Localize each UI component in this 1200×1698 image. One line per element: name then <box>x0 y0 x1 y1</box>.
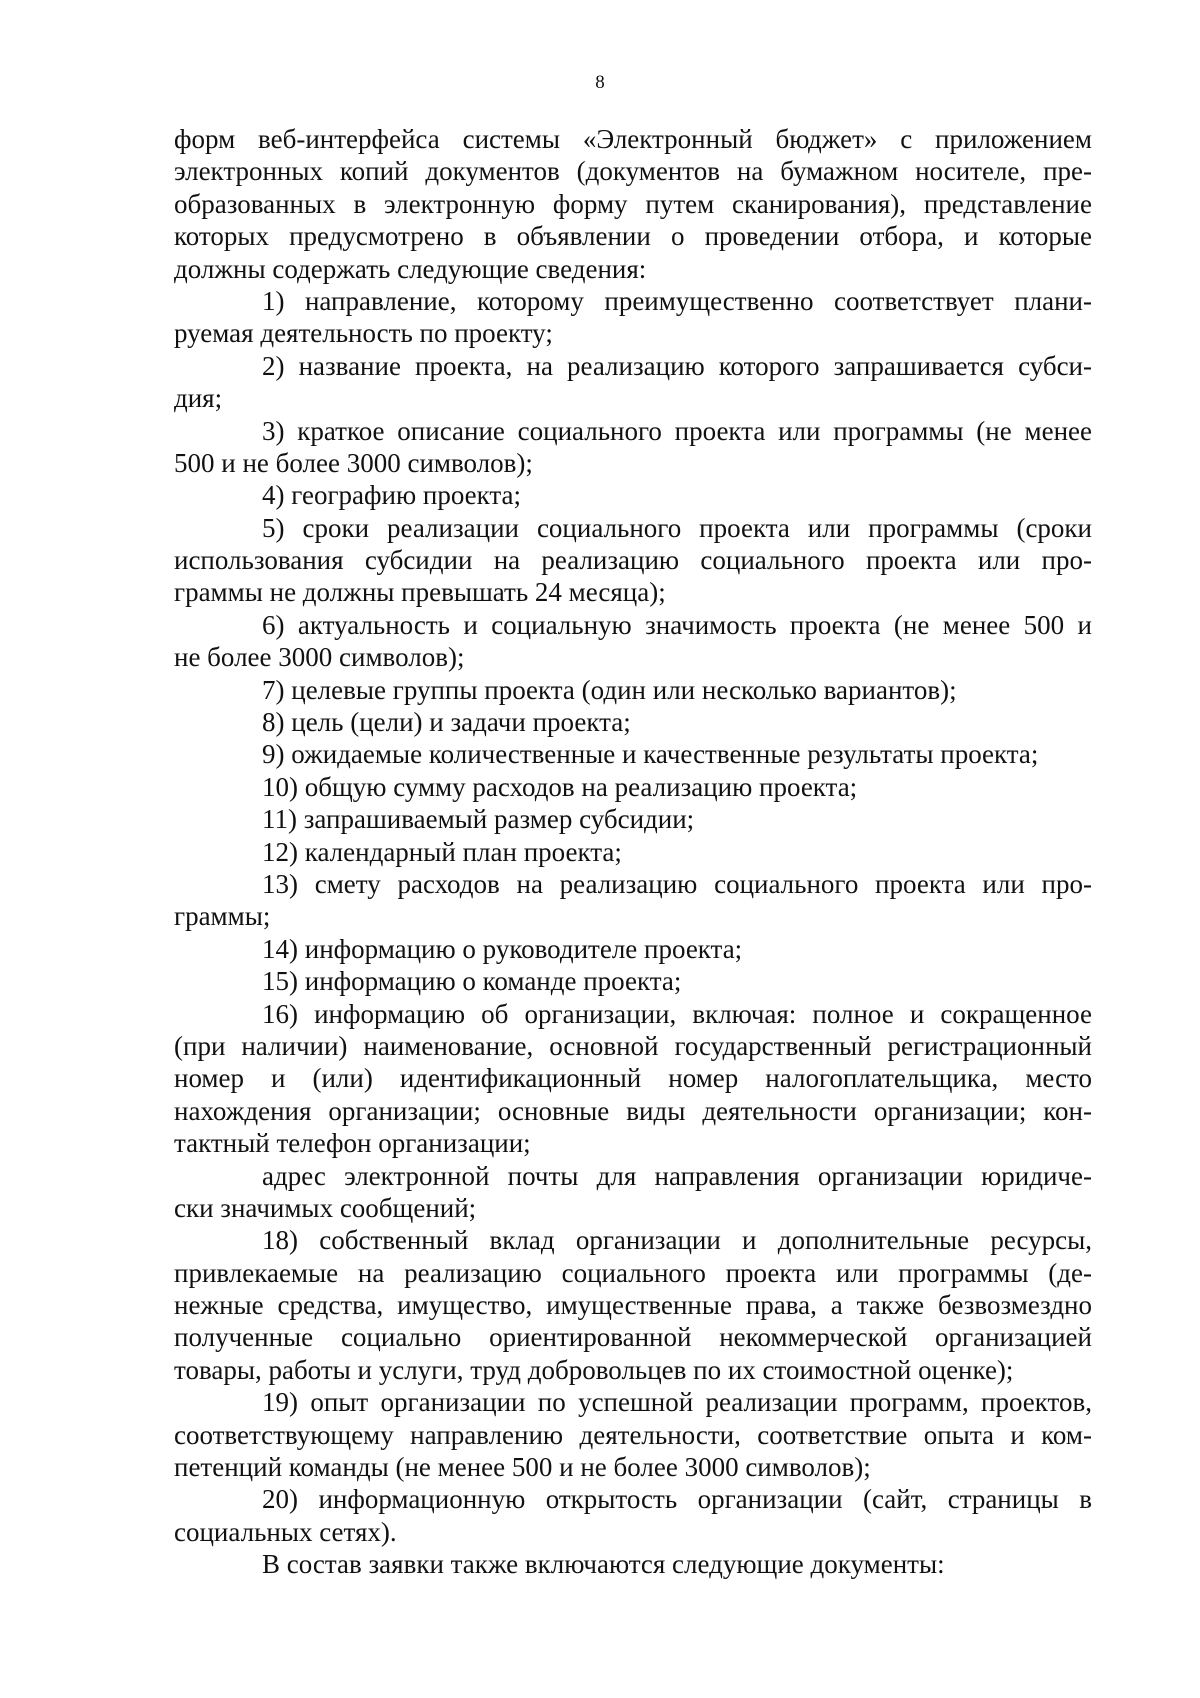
text-line: В состав заявки также включаются следующие документы: <box>262 1549 945 1580</box>
text-line: нежные средства, имущество, имущественные права, а также безвозмездно <box>174 1290 1092 1321</box>
text-line: руемая деятельность по проекту; <box>174 318 553 349</box>
text-line: 13) смету расходов на реализацию социального проекта или про- <box>262 868 1092 899</box>
page-number: 8 <box>595 72 605 93</box>
text-line: 4) географию проекта; <box>262 480 522 511</box>
text-line: номер и (или) идентификационный номер налогоплательщика, место <box>174 1063 1092 1094</box>
text-line: социальных сетях). <box>174 1516 397 1547</box>
text-line: 11) запрашиваемый размер субсидии; <box>262 804 695 835</box>
text-line: которых предусмотрено в объявлении о проведении отбора, и которые <box>174 221 1092 252</box>
text-line: электронных копий документов (документов на бумажном носителе, пре- <box>174 156 1092 187</box>
document-body <box>174 123 1092 1581</box>
text-line: 3) краткое описание социального проекта или программы (не менее <box>262 415 1092 446</box>
text-line: товары, работы и услуги, труд добровольцев по их стоимостной оценке); <box>174 1354 1014 1385</box>
text-line: 16) информацию об организации, включая: полное и сокращенное <box>262 998 1092 1029</box>
text-line: адрес электронной почты для направления организации юридиче- <box>262 1160 1092 1191</box>
text-line: 9) ожидаемые количественные и качественные результаты проекта; <box>262 739 1039 770</box>
text-line: форм веб-интерфейса системы «Электронный бюджет» с приложением <box>174 124 1092 154</box>
text-line: 19) опыт организации по успешной реализации программ, проектов, <box>262 1387 1092 1418</box>
text-line: дия; <box>174 383 223 414</box>
text-line: 8) цель (цели) и задачи проекта; <box>262 707 631 738</box>
text-line: 15) информацию о команде проекта; <box>262 966 682 997</box>
text-line: тактный телефон организации; <box>174 1128 531 1159</box>
text-line: привлекаемые на реализацию социального проекта или программы (де- <box>174 1257 1092 1288</box>
text-line: петенций команды (не менее 500 и не более 3000 символов); <box>174 1452 871 1483</box>
text-line: 7) целевые группы проекта (один или несколько вариантов); <box>262 674 957 705</box>
text-line: 6) актуальность и социальную значимость проекта (не менее 500 и <box>262 609 1092 640</box>
text-line: не более 3000 символов); <box>174 642 465 673</box>
text-line: 10) общую сумму расходов на реализацию проекта; <box>262 771 858 802</box>
text-line: граммы не должны превышать 24 месяца); <box>174 577 666 608</box>
text-line: полученные социально ориентированной некоммерческой организацией <box>174 1322 1092 1353</box>
text-line: 12) календарный план проекта; <box>262 836 622 867</box>
text-line: должны содержать следующие сведения: <box>174 253 647 284</box>
text-line: использования субсидии на реализацию социального проекта или про- <box>174 545 1092 576</box>
text-line: 2) название проекта, на реализацию которого запрашивается субси- <box>262 350 1092 381</box>
text-line: 500 и не более 3000 символов); <box>174 447 533 478</box>
text-line: (при наличии) наименование, основной государственный регистрационный <box>174 1030 1092 1061</box>
text-line: граммы; <box>174 901 271 932</box>
text-line: нахождения организации; основные виды деятельности организации; кон- <box>174 1095 1092 1126</box>
text-line: 20) информационную открытость организации (сайт, страницы в <box>262 1484 1092 1515</box>
text-line: ски значимых сообщений; <box>174 1192 477 1223</box>
text-line: 14) информацию о руководителе проекта; <box>262 933 743 964</box>
text-line: 1) направление, которому преимущественно соответствует плани- <box>262 285 1092 316</box>
text-line: образованных в электронную форму путем сканирования), представление <box>174 188 1092 219</box>
text-line: 18) собственный вклад организации и дополнительные ресурсы, <box>262 1225 1092 1256</box>
text-line: 5) сроки реализации социального проекта или программы (сроки <box>262 512 1092 543</box>
text-line: соответствующему направлению деятельности, соответствие опыта и ком- <box>174 1419 1092 1450</box>
